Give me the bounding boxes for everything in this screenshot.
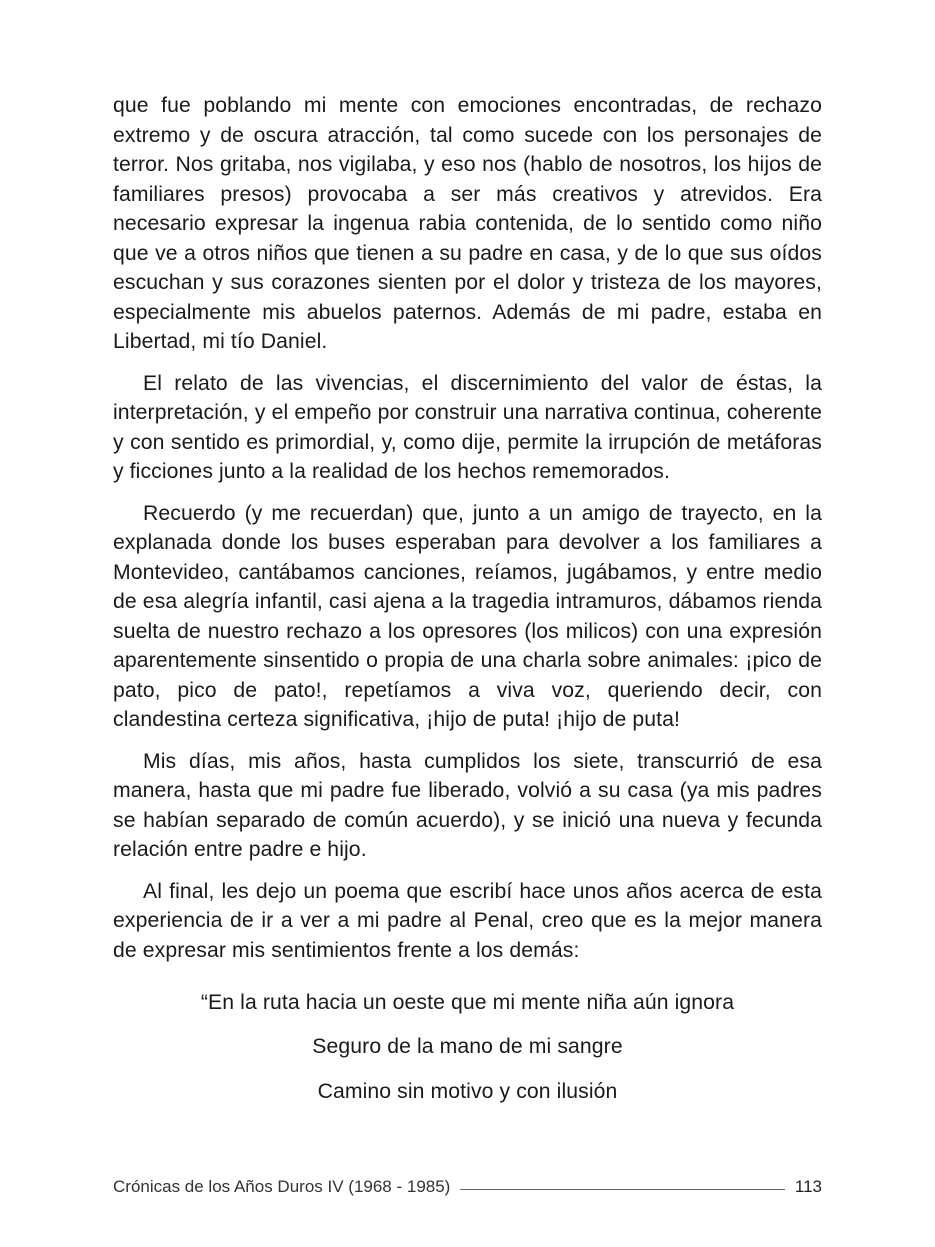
page-body [113,91,822,1108]
poem-line: Seguro de la mano de mi sangre [312,1035,623,1058]
page-number: 113 [794,1177,822,1196]
paragraph: Al final, les dejo un poema que escribí hace unos años acerca de esta experiencia de ir a ver a mi padre al Penal, creo que es la mejor manera de expresar mis sentimientos frente a los demás: [113,879,822,962]
paragraph: que fue poblando mi mente con emociones encontradas, de rechazo extremo y de oscura atracción, tal como sucede con los personajes de terror. Nos gritaba, nos vigilaba, y eso nos (hablo de nosotros, los hijos de familiares presos) provocaba a ser más creativos y atrevidos. Era necesario expresar la ingenua rabia contenida, de lo sentido como niño que ve a otros niños que tienen a su padre en casa, y de lo que sus oídos escuchan y sus corazones sienten por el dolor y tristeza de los mayores, especialmente mis abuelos paternos. Además de mi padre, estaba en Libertad, mi tío Daniel. [113,94,822,353]
paragraph: Recuerdo (y me recuerdan) que, junto a un amigo de trayecto, en la explanada donde los buses esperaban para devolver a los familiares a Montevideo, cantábamos canciones, reíamos, jugábamos, y entre medio de esa alegría infantil, casi ajena a la tragedia intramuros, dábamos rienda suelta de nuestro rechazo a los opresores (los milicos) con una expresión aparentemente sinsentido o propia de una charla sobre animales: ¡pico de pato, pico de pato!, repetíamos a viva voz, queriendo decir, con clandestina certeza significativa, ¡hijo de puta! ¡hijo de puta! [113,501,822,731]
paragraph: Mis días, mis años, hasta cumplidos los siete, transcurrió de esa manera, hasta que mi padre fue liberado, volvió a su casa (ya mis padres se habían separado de común acuerdo), y se inició una nueva y fecunda relación entre padre e hijo. [113,749,822,861]
footer-divider [460,1189,785,1190]
poem-line: “En la ruta hacia un oeste que mi mente niña aún ignora [200,991,735,1014]
page-footer [113,1174,822,1200]
poem-line: Camino sin motivo y con ilusión [317,1080,618,1103]
poem [113,987,822,1108]
paragraph: El relato de las vivencias, el discernimiento del valor de éstas, la interpretación, y el empeño por construir una narrativa continua, coherente y con sentido es primordial, y, como dije, permite la irrupción de metáforas y ficciones junto a la realidad de los hechos rememorados. [113,371,822,483]
book-title: Crónicas de los Años Duros IV (1968 - 1985) [113,1177,451,1196]
